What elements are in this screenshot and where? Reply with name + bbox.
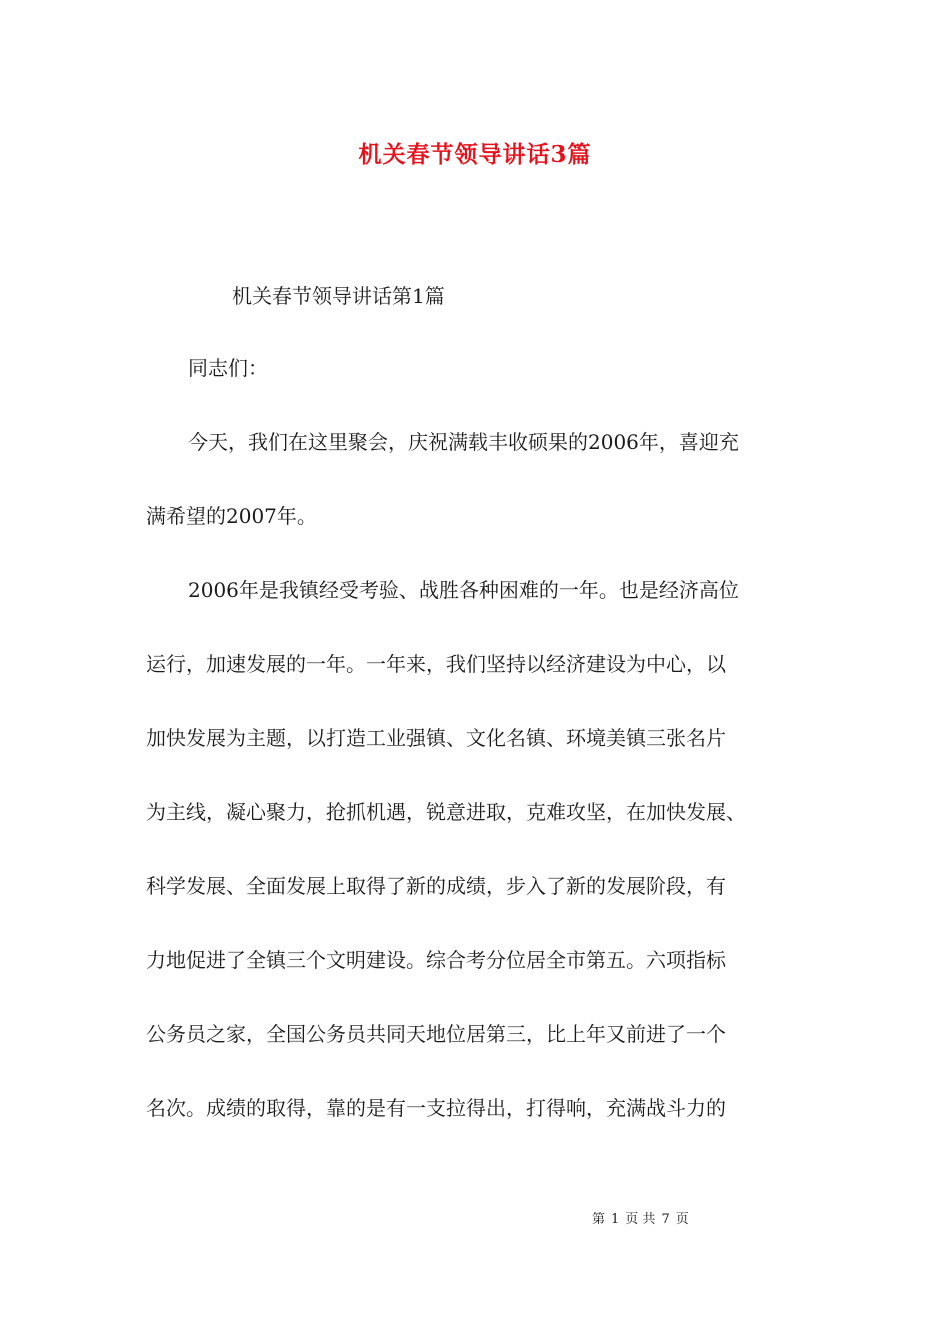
page-label-mid: 页 共 xyxy=(625,1212,656,1227)
section-title: 机关春节领导讲话第1篇 xyxy=(232,284,445,308)
page-total: 7 xyxy=(661,1212,670,1227)
paragraph-line: 2006年是我镇经受考验、战胜各种困难的一年。也是经济高位 xyxy=(188,578,739,602)
document-title: 机关春节领导讲话3篇 xyxy=(358,141,592,168)
paragraph-line: 加快发展为主题，以打造工业强镇、文化名镇、环境美镇三张名片 xyxy=(146,726,726,750)
page-current: 1 xyxy=(611,1212,620,1227)
paragraph-line: 名次。成绩的取得，靠的是有一支拉得出，打得响，充满战斗力的 xyxy=(146,1096,726,1120)
paragraph-line: 力地促进了全镇三个文明建设。综合考分位居全市第五。六项指标 xyxy=(146,948,726,972)
page-footer xyxy=(592,1208,695,1227)
paragraph-line: 为主线，凝心聚力，抢抓机遇，锐意进取，克难攻坚，在加快发展、 xyxy=(146,800,746,824)
paragraph-line: 运行，加速发展的一年。一年来，我们坚持以经济建设为中心，以 xyxy=(146,652,726,676)
page-label-prefix: 第 xyxy=(592,1212,606,1227)
paragraph-line: 科学发展、全面发展上取得了新的成绩，步入了新的发展阶段，有 xyxy=(146,874,726,898)
page-label-suffix: 页 xyxy=(675,1212,689,1227)
paragraph-line: 满希望的2007年。 xyxy=(146,504,317,528)
paragraph-line: 公务员之家，全国公务员共同天地位居第三，比上年又前进了一个 xyxy=(146,1022,726,1046)
paragraph-line: 今天，我们在这里聚会，庆祝满载丰收硕果的2006年，喜迎充 xyxy=(188,430,739,454)
paragraph-line: 同志们： xyxy=(188,356,268,380)
